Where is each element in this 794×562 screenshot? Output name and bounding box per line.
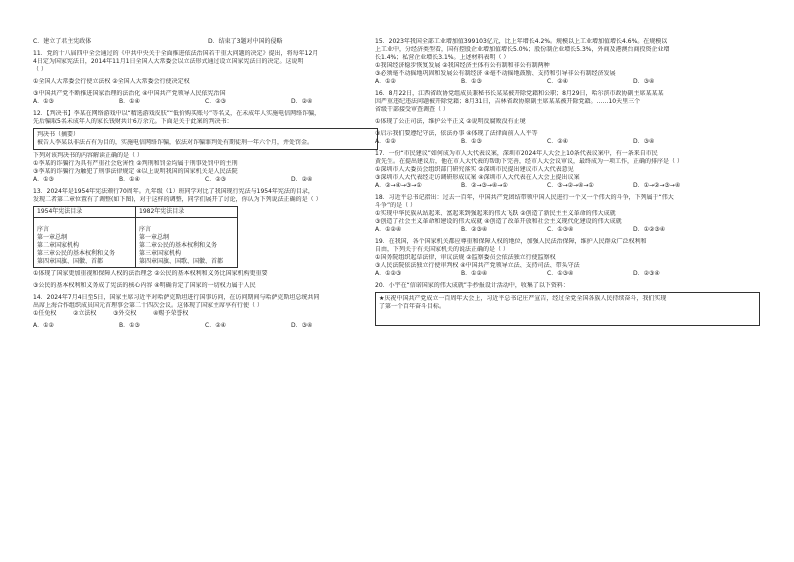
judgment-body: 被告人李某以非法占有为目的，实施电信网络诈骗，依法对诈骗罪判处有期徒刑一年六个月，并处罚金。: [37, 139, 314, 146]
table-cell: 序言: [37, 226, 50, 233]
option: B．②③④: [461, 226, 488, 233]
q14-stem-line: 14．2024年7月4日至5日，国家主席习近平对哈萨克斯坦进行国事访问，在访问期间与哈萨克斯坦总统共同: [33, 294, 320, 301]
question-11: [33, 50, 378, 106]
judgment-title: 判决书（摘要）: [37, 131, 80, 138]
q18-stem-line: 18．习近平总书记指出：过去一百年，中国共产党团结带领中国人民进行一个又一个伟大的斗争，下列属于“伟大: [375, 194, 674, 201]
table-header: 1954年宪法目录: [37, 208, 83, 215]
table-cell: 序言: [139, 226, 152, 233]
q13-statement: ①体现了国家更加重视和保障人权的法治理念 ②公民的基本权利和义务比国家机构更重要: [33, 270, 268, 277]
q15-stem-line: 长1.4%；私营企业增长3.1%。上述材料表明（ ）: [375, 54, 510, 61]
q20-material-line: ★庆祝中国共产党成立一百周年大会上，习近平总书记庄严宣告，经过全党全国各族人民持续奋斗，我们实现: [379, 295, 667, 302]
statement: ③外交权: [113, 310, 137, 317]
q20-material-line: 了第一个百年奋斗目标。: [379, 303, 446, 310]
table-cell: 第三章国家机构: [139, 250, 182, 257]
option: C．②③: [205, 98, 226, 105]
q17-statement: ③深圳市人大代表经走访调研形成议案 ④深圳市人大代表在人大会上提出议案: [375, 174, 580, 181]
statement: ①任免权: [33, 310, 57, 317]
q12-stem-line: 先后骗取5名未成年人的家长钱财共计6万余元。下面是关于此案的判决书：: [33, 118, 233, 125]
option: A．①②: [375, 78, 396, 85]
q18-statement: ③创造了社会主义革命和建设的伟大成就 ④创造了改革开放和社会主义现代化建设的伟大成就: [375, 218, 622, 225]
option: B．①②④: [461, 270, 488, 277]
option: A．①②: [33, 322, 54, 329]
q17-stem-line: 17．一份“市民建议”如何成为市人大代表议案，深圳市2024年人大会上10条代表议案中，有一条来自市民: [375, 150, 658, 157]
option: D．②④: [291, 98, 313, 105]
q19-options: [375, 270, 760, 278]
q12-prompt: 下列对该判决书的内容解读正确的是（ ）: [33, 152, 143, 159]
q13-stem-line: 发现二者第二章位置有了调整(如下图)，对于这样的调整，同学们展开了讨论，你认为下列说法正确的是（ ）: [33, 196, 322, 203]
question-17: [375, 150, 760, 190]
judgment-box: [33, 128, 378, 150]
q14-options: [33, 322, 378, 330]
option: D．②③④: [633, 270, 660, 277]
q15-statement: ③必须毫不动摇地巩固和发展公有制经济 ④毫不动摇地鼓励、支持和引导非公有制经济发展: [375, 70, 616, 77]
option: D．①②③④: [633, 226, 666, 233]
q20-material-box: [375, 292, 760, 326]
option: A．①③: [33, 98, 54, 105]
q16-stem-line: 省级干部接受审查调查（ ）: [375, 106, 449, 113]
q16-stem-line: 16．8月22日，江西省政协党组成员兼秘书长某某被开除党籍和公职；8月29日，哈尔滨市政协副主席某某某: [375, 90, 664, 97]
table-cell: 第四章国旗、国徽、首都: [37, 258, 104, 265]
table-header: 1982年宪法目录: [139, 208, 185, 215]
table-cell: 第二章国家机构: [37, 242, 80, 249]
q15-stem-line: 上工业中，分经济类型看，国有控股企业增加值增长5.0%；股份制企业增长5.3%，外商及港澳台商投资企业增: [375, 46, 670, 53]
option: C．①③④: [547, 226, 574, 233]
option: A．①②④: [375, 226, 402, 233]
constitution-table: [33, 206, 238, 268]
q13-stem-line: 13．2024年是1954年宪法颁行70周年。九年级（1）班同学对比了我国现行宪法与1954年宪法的目录，: [33, 188, 314, 195]
table-cell: 第二章公民的基本权利和义务: [139, 242, 218, 249]
option: D．③④: [633, 138, 655, 145]
table-cell: 第三章公民的基本权利和义务: [37, 250, 116, 257]
q19-stem-line: 19．在我国，各个国家机关都应尊重和保障人权的地位，加强人民法治保障，维护人民群众广泛权利和: [375, 238, 647, 245]
option: D．②④: [291, 176, 313, 183]
table-cell: 第四章国旗、国歌、国徽、首都: [139, 258, 224, 265]
option: B．①③: [461, 78, 482, 85]
q17-options: [375, 182, 760, 190]
q12-options: [33, 176, 378, 184]
option: C．②④: [205, 322, 226, 329]
q17-statement: ①深圳市人大委员会组织部门研究落实 ②深圳市民提出建议市人大代表意见: [375, 166, 574, 173]
table-cell: 第一章总纲: [37, 234, 68, 241]
q15-stem-line: 15．2023年我国全部工业增加值399103亿元，比上年增长4.2%。规模以上工业增加值增长4.6%。在规模以: [375, 38, 668, 45]
option: C．③→②→④→①: [547, 182, 594, 189]
q19-stem-line: 自由，下列关于有关国家机关的说法正确的是（ ）: [375, 246, 509, 253]
q16-stem-line: 因严重违纪违法问题被开除党籍；8月31日，吉林省政协原副主席某某被开除党籍。……10天里三个: [375, 98, 641, 105]
option: B．①④: [119, 98, 140, 105]
table-cell: 第一章总纲: [139, 234, 170, 241]
q20-stem: 20．小宇在“信诺国家的伟大成就”手抄报设计活动中，收集了以下资料：: [375, 282, 569, 289]
option: C．②④: [547, 138, 568, 145]
question-20: [375, 282, 760, 326]
option: A．①③: [33, 176, 54, 183]
q18-statement: ①实现中华民族从站起来、富起来到强起来的伟大飞跃 ②创造了新民主主义革命的伟大成就: [375, 210, 616, 217]
option: D．结束了3题对中国的侵略: [208, 38, 283, 45]
option: A．①②: [375, 138, 396, 145]
question-13: [33, 188, 378, 290]
option: A．①②③: [375, 270, 402, 277]
q16-statement: ③启示我们要遵纪守法，依法办事 ④体现了法律面前人人平等: [375, 130, 538, 137]
q10-options: [33, 38, 378, 46]
q11-stem-line: 4日定为国家宪法日，2014年11月1日全国人大常委会以立法形式通过设立国家宪法日的决定。这说明: [33, 58, 304, 65]
q19-statement: ①国务院组织起草法律，审议法规 ②监察委员会依法独立行使监察权: [375, 254, 556, 261]
q11-stem-line: 11．党的十八届四中全会通过的《中共中央关于全面推进依法治国若干重大问题的决定》提出，将每年12月: [33, 50, 319, 57]
q15-options: [375, 78, 760, 86]
q18-stem-line: 斗争”的是（ ）: [375, 202, 417, 209]
option: C．①③④: [547, 270, 574, 277]
q18-options: [375, 226, 760, 234]
statement: ②立法权: [73, 310, 97, 317]
option: B．②→③→④→①: [461, 182, 508, 189]
option: C．②④: [547, 78, 568, 85]
q12-stem-line: 12．【判决书】李某在网络游戏中以“精选游戏皮肤”“低价购买账号”等名义，在未成年人实施电信网络诈骗，: [33, 110, 321, 117]
right-column: [375, 38, 760, 326]
q16-statement: ①体现了公正司法，维护公平正义 ②说明反腐败没有止境: [375, 118, 526, 125]
q17-stem-line: 黄先生。在提出建议后，他在市人大代表的帮助下完善，经市人大会议审议，最终成为一项工作，正确的排序是（ ）: [375, 158, 683, 165]
option: B．①④: [119, 176, 140, 183]
q12-statement: ③李某的诈骗行为触犯了刑事法律规定 ④以上说明我国的国家机关是人民法院: [33, 168, 238, 175]
option: D．③④: [291, 322, 313, 329]
question-14: [33, 294, 378, 330]
q11-stem-line: （ ）: [33, 66, 47, 73]
question-16: [375, 90, 760, 146]
option: B．①③: [119, 322, 140, 329]
option: C．建立了君主宪政体: [33, 38, 92, 45]
q14-statements: [33, 310, 378, 318]
question-12: [33, 110, 378, 184]
q11-options: [33, 98, 378, 106]
left-column: [33, 38, 378, 330]
option: D．①→②→③→④: [633, 182, 681, 189]
question-15: [375, 38, 760, 86]
q11-statement: ①全国人大常委会行使立法权 ②全国人大常委会行使决定权: [33, 78, 190, 85]
option: A．②→④→③→①: [375, 182, 422, 189]
q15-statement: ①我国经济稳步恢复发展 ②我国经济主体有公有制和非公有制两种: [375, 62, 550, 69]
option: D．③④: [633, 78, 655, 85]
q13-statement: ③公民的基本权利和义务成了宪法的核心内容 ④明确肯定了国家的一切权力属于人民: [33, 282, 256, 289]
q16-options: [375, 138, 760, 146]
option: B．①③: [461, 138, 482, 145]
question-18: [375, 194, 760, 234]
q14-stem-line: 出席上海合作组织成员国元首理事会第二十四次会议。这体现了国家主席享有行使（ ）: [33, 302, 263, 309]
q11-statement: ③中国共产党不断推进国家治理的法治化 ④中国共产党领导人民依宪治国: [33, 90, 226, 97]
q19-statement: ③人民法院依法独立行使审判权 ④中国共产党领导立法、支持司法、带头守法: [375, 262, 580, 269]
q12-statement: ①李某的诈骗行为具有严重社会危害性 ②判刑和罚金均属于刑事处罚中的主刑: [33, 160, 238, 167]
question-19: [375, 238, 760, 278]
statement: ④赐予荣誉权: [153, 310, 189, 317]
option: C．②③: [205, 176, 226, 183]
